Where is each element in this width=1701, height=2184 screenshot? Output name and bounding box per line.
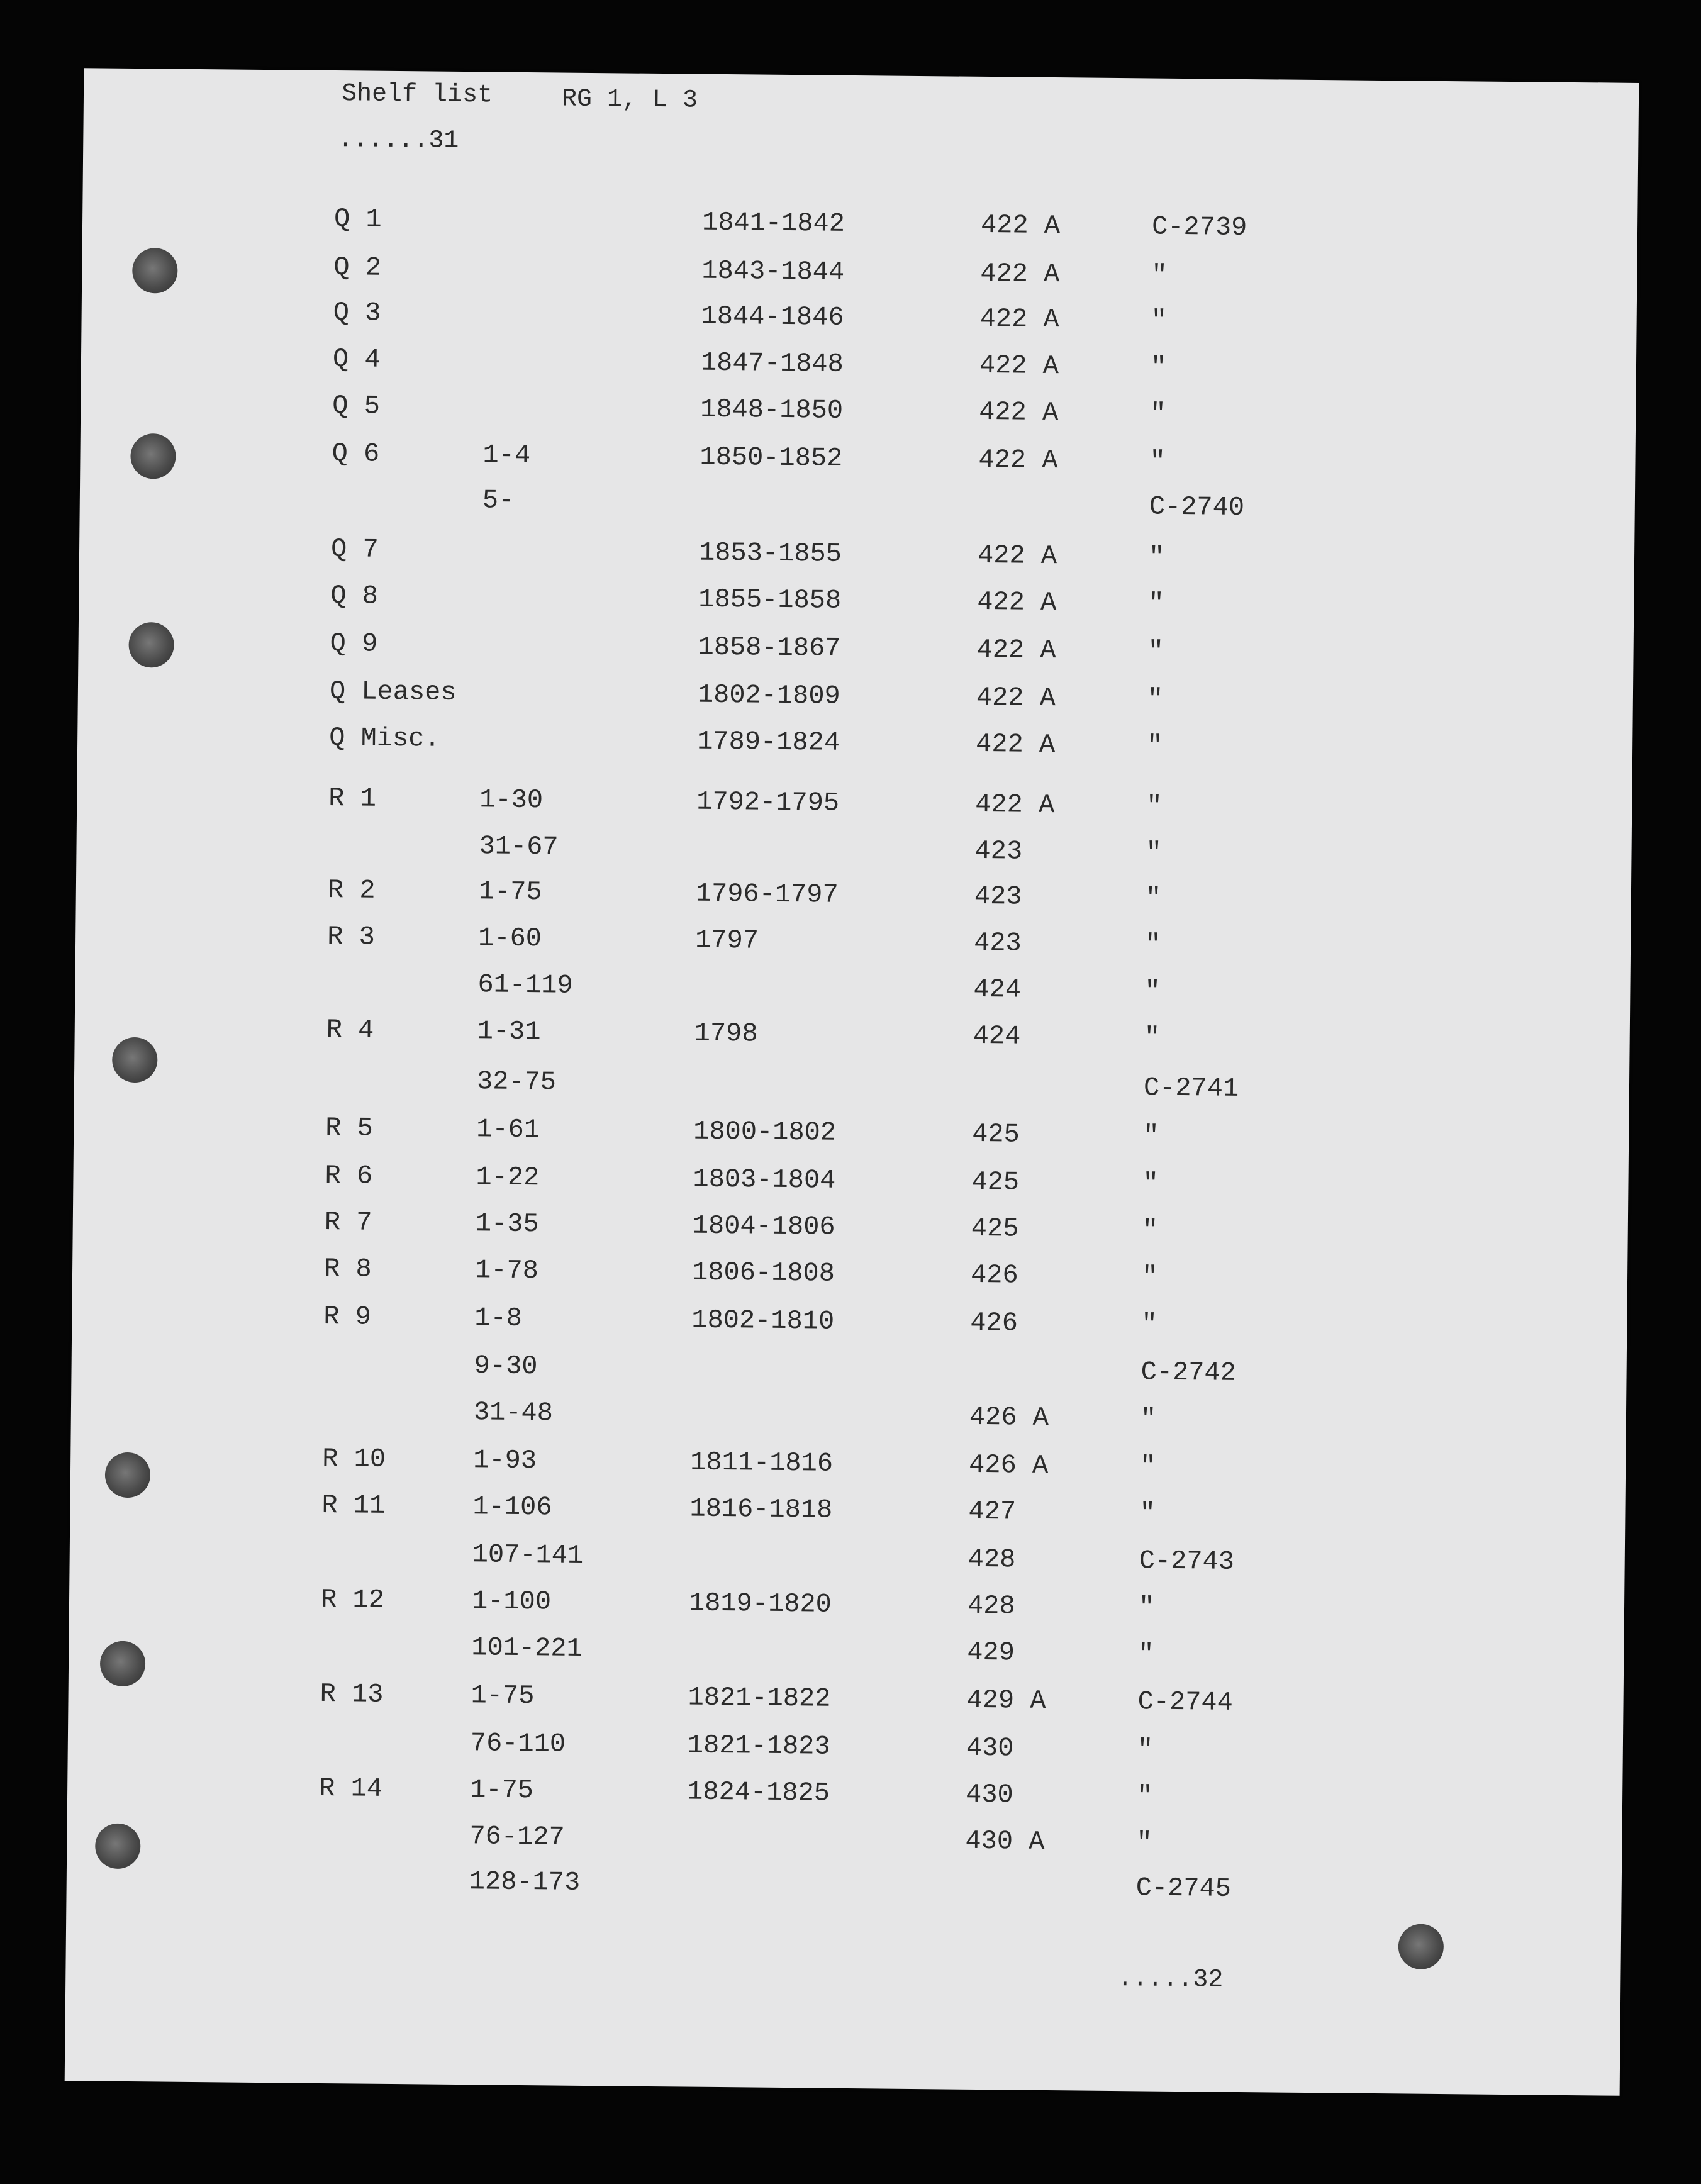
volume-cell: 422 A (977, 586, 1057, 618)
item-range-cell: 1-35 (475, 1208, 539, 1240)
date-range-cell: 1853-1855 (698, 537, 842, 569)
volume-cell: 422 A (975, 728, 1056, 760)
date-range-cell: 1800-1802 (693, 1116, 837, 1148)
reel-cell: " (1144, 976, 1161, 1006)
reel-cell: " (1145, 883, 1162, 913)
page-title: Shelf list (341, 80, 493, 110)
series-cell: Q 1 (333, 204, 382, 235)
reel-cell: " (1146, 730, 1163, 761)
volume-cell: 423 (974, 881, 1022, 912)
reel-cell: " (1146, 791, 1163, 822)
binder-hole (1398, 1924, 1444, 1970)
series-cell: R 5 (325, 1112, 374, 1144)
reel-cell: " (1142, 1168, 1159, 1199)
page-marker-bottom: .....32 (1117, 1965, 1224, 1995)
item-range-cell: 1-106 (472, 1491, 552, 1523)
date-range-cell: 1855-1858 (698, 584, 842, 616)
series-cell: R 10 (321, 1443, 386, 1474)
series-cell: Q 8 (330, 581, 379, 611)
item-range-cell: 1-4 (482, 440, 531, 471)
volume-cell: 429 A (966, 1685, 1046, 1717)
reel-cell: " (1139, 1498, 1156, 1529)
date-range-cell: 1802-1809 (697, 679, 840, 711)
item-range-cell: 31-67 (479, 831, 559, 862)
series-cell: R 12 (320, 1584, 385, 1615)
item-range-cell: 1-8 (474, 1303, 523, 1334)
reel-cell: " (1151, 260, 1168, 291)
date-range-cell: 1848-1850 (700, 394, 844, 426)
item-range-cell: 32-75 (476, 1066, 557, 1098)
item-range-cell: 1-61 (476, 1114, 540, 1145)
volume-cell: 426 (970, 1259, 1018, 1291)
series-cell: Q Leases (329, 676, 457, 708)
date-range-cell: 1843-1844 (701, 255, 845, 287)
volume-cell: 424 (973, 974, 1022, 1005)
date-range-cell: 1841-1842 (701, 207, 845, 239)
reel-cell: " (1137, 1734, 1154, 1765)
series-cell: R 13 (320, 1678, 384, 1710)
item-range-cell: 1-75 (478, 876, 542, 908)
volume-cell: 425 (971, 1118, 1020, 1150)
volume-cell: 423 (973, 927, 1022, 959)
date-range-cell: 1847-1848 (700, 347, 844, 379)
item-range-cell: 9-30 (474, 1351, 538, 1382)
item-range-cell: 1-31 (477, 1016, 541, 1047)
volume-cell: 422 A (976, 634, 1056, 666)
item-range-cell: 1-75 (469, 1774, 534, 1806)
reel-cell: " (1148, 588, 1164, 619)
binder-hole (128, 622, 174, 668)
item-range-cell: 5- (482, 485, 515, 516)
reel-cell: " (1136, 1781, 1153, 1812)
series-cell: Q 7 (330, 534, 379, 565)
reel-cell: " (1136, 1827, 1152, 1858)
reel-cell: " (1148, 542, 1165, 572)
reel-cell: C-2742 (1141, 1357, 1237, 1388)
date-range-cell: 1850-1852 (700, 442, 843, 474)
date-range-cell: 1804-1806 (692, 1210, 835, 1242)
date-range-cell: 1821-1823 (687, 1730, 830, 1762)
volume-cell: 425 (971, 1166, 1020, 1198)
reel-cell: C-2740 (1149, 491, 1245, 523)
item-range-cell: 1-22 (476, 1162, 540, 1193)
series-cell: R 2 (327, 874, 376, 906)
volume-cell: 422 A (980, 209, 1061, 242)
binder-hole (130, 433, 176, 479)
date-range-cell: 1858-1867 (698, 632, 841, 664)
reel-cell: " (1141, 1309, 1157, 1340)
reel-cell: " (1141, 1261, 1158, 1292)
volume-cell: 425 (971, 1213, 1019, 1244)
item-range-cell: 101-221 (471, 1632, 583, 1664)
volume-cell: 422 A (979, 396, 1059, 428)
volume-cell: 430 A (965, 1825, 1045, 1857)
reel-cell: " (1149, 398, 1166, 429)
series-cell: R 14 (318, 1773, 383, 1804)
date-range-cell: 1824-1825 (686, 1776, 830, 1808)
reel-cell: " (1146, 837, 1162, 868)
reel-cell: C-2739 (1151, 211, 1247, 243)
series-cell: Q 5 (332, 391, 381, 421)
date-range-cell: 1792-1795 (696, 786, 840, 818)
reel-cell: " (1144, 1022, 1161, 1053)
volume-cell: 423 (974, 835, 1023, 867)
record-group-label: RG 1, L 3 (561, 85, 698, 115)
series-cell: R 7 (324, 1206, 372, 1238)
date-range-cell: 1798 (694, 1018, 758, 1049)
date-range-cell: 1821-1822 (688, 1682, 831, 1714)
series-cell: R 6 (325, 1160, 373, 1191)
reel-cell: " (1142, 1120, 1159, 1151)
item-range-cell: 76-127 (469, 1821, 565, 1852)
binder-hole (112, 1037, 158, 1083)
reel-cell: " (1139, 1451, 1156, 1482)
item-range-cell: 61-119 (477, 969, 573, 1001)
item-range-cell: 107-141 (472, 1539, 584, 1571)
reel-cell: " (1142, 1215, 1159, 1245)
volume-cell: 426 A (968, 1449, 1049, 1481)
date-range-cell: 1816-1818 (689, 1493, 833, 1525)
reel-cell: C-2741 (1143, 1072, 1239, 1104)
volume-cell: 430 (965, 1779, 1013, 1810)
series-cell: R 9 (323, 1301, 372, 1332)
reel-cell: " (1138, 1592, 1155, 1623)
item-range-cell: 128-173 (469, 1866, 581, 1898)
item-range-cell: 1-60 (477, 923, 542, 954)
date-range-cell: 1806-1808 (691, 1257, 835, 1289)
series-cell: Q 2 (333, 252, 382, 283)
volume-cell: 427 (968, 1496, 1017, 1527)
item-range-cell: 1-30 (479, 784, 544, 816)
binder-hole (105, 1452, 151, 1498)
item-range-cell: 76-110 (470, 1728, 566, 1759)
series-cell: R 11 (321, 1490, 386, 1521)
reel-cell: " (1138, 1639, 1154, 1669)
item-range-cell: 1-93 (472, 1445, 537, 1476)
series-cell: R 8 (323, 1253, 372, 1284)
volume-cell: 428 (968, 1544, 1016, 1575)
date-range-cell: 1797 (694, 925, 759, 956)
series-cell: R 1 (328, 783, 377, 814)
date-range-cell: 1803-1804 (693, 1164, 836, 1196)
volume-cell: 424 (973, 1020, 1021, 1052)
series-cell: Q 3 (333, 298, 381, 328)
reel-cell: " (1140, 1403, 1157, 1434)
item-range-cell: 31-48 (473, 1397, 554, 1429)
volume-cell: 422 A (977, 540, 1057, 572)
series-cell: R 4 (326, 1014, 374, 1045)
document-page (65, 68, 1639, 2096)
binder-hole (95, 1824, 141, 1869)
reel-cell: " (1144, 929, 1161, 960)
reel-cell: " (1147, 636, 1164, 667)
item-range-cell: 1-78 (474, 1255, 539, 1286)
series-cell: Q 6 (332, 438, 380, 469)
volume-cell: 422 A (979, 350, 1059, 382)
volume-cell: 422 A (976, 682, 1056, 714)
date-range-cell: 1802-1810 (691, 1305, 835, 1337)
series-cell: R 3 (326, 921, 376, 952)
date-range-cell: 1811-1816 (689, 1447, 834, 1479)
volume-cell: 429 (967, 1637, 1015, 1668)
series-cell: Q 9 (330, 628, 378, 659)
volume-cell: 422 A (979, 303, 1059, 335)
item-range-cell: 1-100 (471, 1586, 552, 1617)
reel-cell: " (1150, 352, 1167, 382)
reel-cell: C-2744 (1137, 1686, 1234, 1718)
volume-cell: 426 A (969, 1401, 1049, 1434)
volume-cell: 422 A (980, 258, 1060, 290)
reel-cell: " (1149, 446, 1166, 477)
reel-cell: " (1147, 684, 1164, 715)
binder-hole (100, 1641, 146, 1687)
volume-cell: 430 (966, 1732, 1014, 1764)
binder-hole (132, 248, 178, 294)
reel-cell: " (1151, 305, 1168, 336)
series-cell: Q 4 (332, 344, 381, 375)
reel-cell: C-2745 (1135, 1873, 1232, 1904)
volume-cell: 422 A (978, 444, 1058, 476)
page-marker-top: ......31 (338, 126, 459, 155)
date-range-cell: 1844-1846 (701, 301, 844, 333)
reel-cell: C-2743 (1139, 1546, 1235, 1577)
volume-cell: 422 A (975, 789, 1055, 821)
volume-cell: 426 (970, 1307, 1018, 1339)
series-cell: Q Misc. (328, 723, 440, 754)
item-range-cell: 1-75 (471, 1680, 535, 1712)
date-range-cell: 1819-1820 (688, 1588, 832, 1620)
date-range-cell: 1789-1824 (696, 726, 840, 758)
date-range-cell: 1796-1797 (695, 878, 839, 910)
volume-cell: 428 (967, 1590, 1015, 1622)
